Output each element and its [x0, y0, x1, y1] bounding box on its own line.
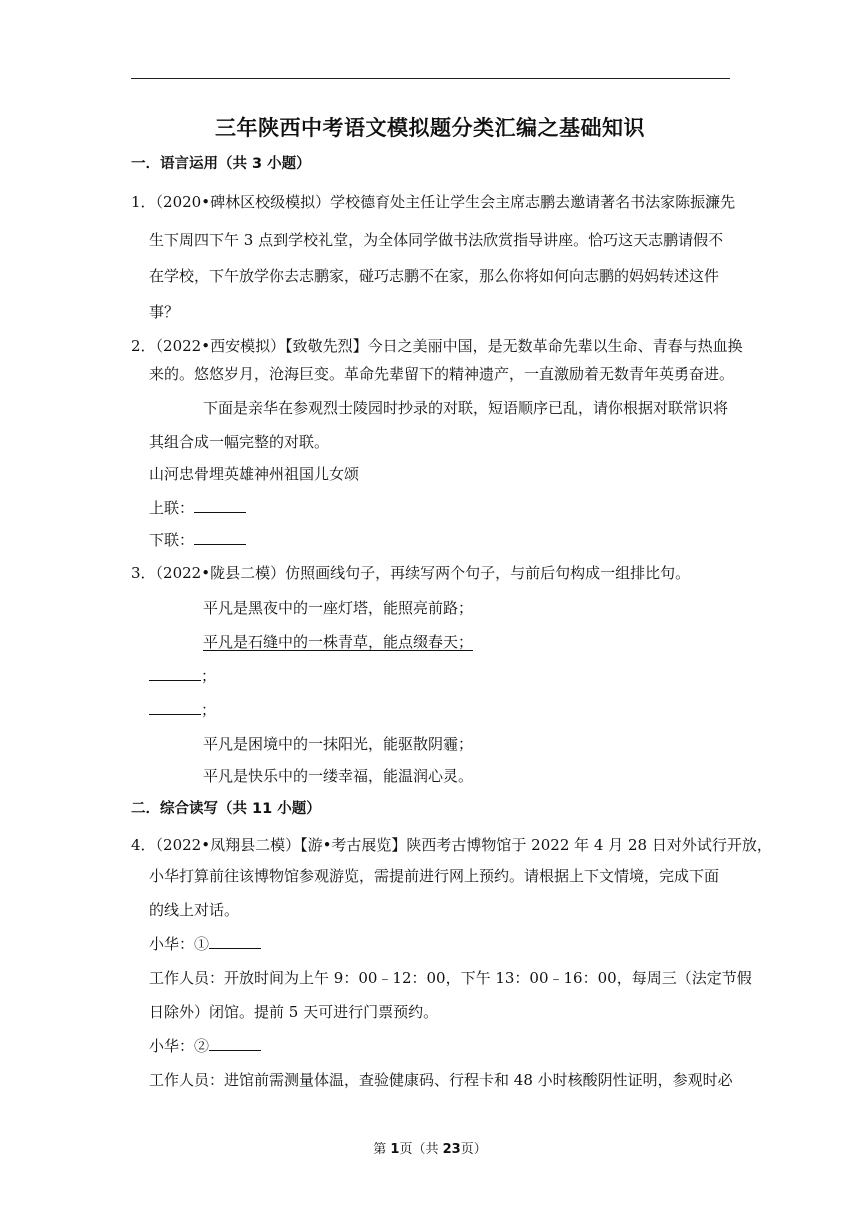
question-3-line-2: 平凡是黑夜中的一座灯塔，能照亮前路； [203, 599, 474, 617]
page-title: 三年陕西中考语文模拟题分类汇编之基础知识 [215, 116, 645, 140]
question-3-line-6: 平凡是困境中的一抹阳光，能驱散阴霾； [203, 735, 474, 753]
dialogue-xiaohua-2-text: 小华：② [149, 1037, 210, 1055]
upper-couplet-blank [194, 498, 246, 513]
dialogue-xiaohua-1 [149, 934, 261, 954]
lower-couplet-line [149, 530, 246, 550]
dialogue-xiaohua-1-text: 小华：① [149, 935, 210, 953]
question-4-line-1: 4．（2022•凤翔县二模）【游•考古展览】陕西考古博物馆于 2022 年 4 月 28 日对外试行开放， [131, 836, 772, 854]
section-heading-1: 一．语言运用（共 3 小题） [131, 156, 311, 172]
upper-couplet-label: 上联： [149, 499, 195, 517]
lower-couplet-label: 下联： [149, 531, 195, 549]
question-1-line-3: 在学校，下午放学你去志鹏家，碰巧志鹏不在家，那么你将如何向志鹏的妈妈转述这件 [149, 267, 720, 285]
page-footer [0, 1138, 860, 1157]
header-rule [131, 78, 730, 79]
answer-blank-1 [149, 666, 201, 681]
dialogue-staff-1: 工作人员：开放时间为上午 9：00﹣12：00，下午 13：00﹣16：00，每周三（法定节假 [149, 969, 752, 987]
dialogue-blank-1 [209, 934, 261, 949]
answer-blank-line-2 [149, 700, 216, 720]
question-4-line-2: 小华打算前往该博物馆参观游览，需提前进行网上预约。请根据上下文情境，完成下面 [149, 867, 720, 885]
couplet-phrases: 山河忠骨埋英雄神州祖国儿女颂 [149, 465, 360, 483]
dialogue-staff-2: 工作人员：进馆前需测量体温，查验健康码、行程卡和 48 小时核酸阴性证明，参观时必 [149, 1071, 733, 1089]
question-1-line-1: 1．（2020•碑林区校级模拟）学校德育处主任让学生会主席志鹏去邀请著名书法家陈振濂先 [131, 193, 736, 211]
question-2-line-3: 下面是亲华在参观烈士陵园时抄录的对联，短语顺序已乱，请你根据对联常识将 [203, 399, 729, 417]
section-heading-2: 二．综合读写（共 11 小题） [131, 801, 321, 817]
footer-middle: 页（共 [399, 1142, 443, 1157]
question-2-line-2: 来的。悠悠岁月，沧海巨变。革命先辈留下的精神遗产，一直激励着无数青年英勇奋进。 [149, 365, 735, 383]
footer-total-pages: 23 [442, 1142, 461, 1157]
answer-blank-2 [149, 700, 201, 715]
lower-couplet-blank [194, 530, 246, 545]
question-2-line-1: 2．（2022•西安模拟）【致敬先烈】今日之美丽中国，是无数革命先辈以生命、青春与热血换 [131, 337, 743, 355]
question-4-line-3: 的线上对话。 [149, 901, 240, 919]
answer-blank-line-1 [149, 666, 216, 686]
blank-semicolon-2: ； [201, 701, 217, 719]
dialogue-xiaohua-2 [149, 1036, 261, 1056]
underlined-sentence: 平凡是石缝中的一株青草，能点缀春天； [203, 633, 474, 651]
footer-page-number: 1 [390, 1142, 400, 1157]
footer-prefix: 第 [373, 1142, 391, 1157]
footer-suffix: 页） [460, 1142, 487, 1157]
question-3-line-7: 平凡是快乐中的一缕幸福，能温润心灵。 [203, 767, 474, 785]
question-1-line-4: 事？ [149, 303, 180, 321]
question-2-line-4: 其组合成一幅完整的对联。 [149, 433, 330, 451]
question-3-line-1: 3．（2022•陇县二模）仿照画线句子，再续写两个句子，与前后句构成一组排比句。 [131, 564, 691, 582]
blank-semicolon-1: ； [201, 667, 217, 685]
question-1-line-2: 生下周四下午 3 点到学校礼堂，为全体同学做书法欣赏指导讲座。恰巧这天志鹏请假不 [149, 231, 724, 249]
upper-couplet-line [149, 498, 246, 518]
dialogue-staff-1-cont: 日除外）闭馆。提前 5 天可进行门票预约。 [149, 1003, 439, 1021]
dialogue-blank-2 [209, 1036, 261, 1051]
